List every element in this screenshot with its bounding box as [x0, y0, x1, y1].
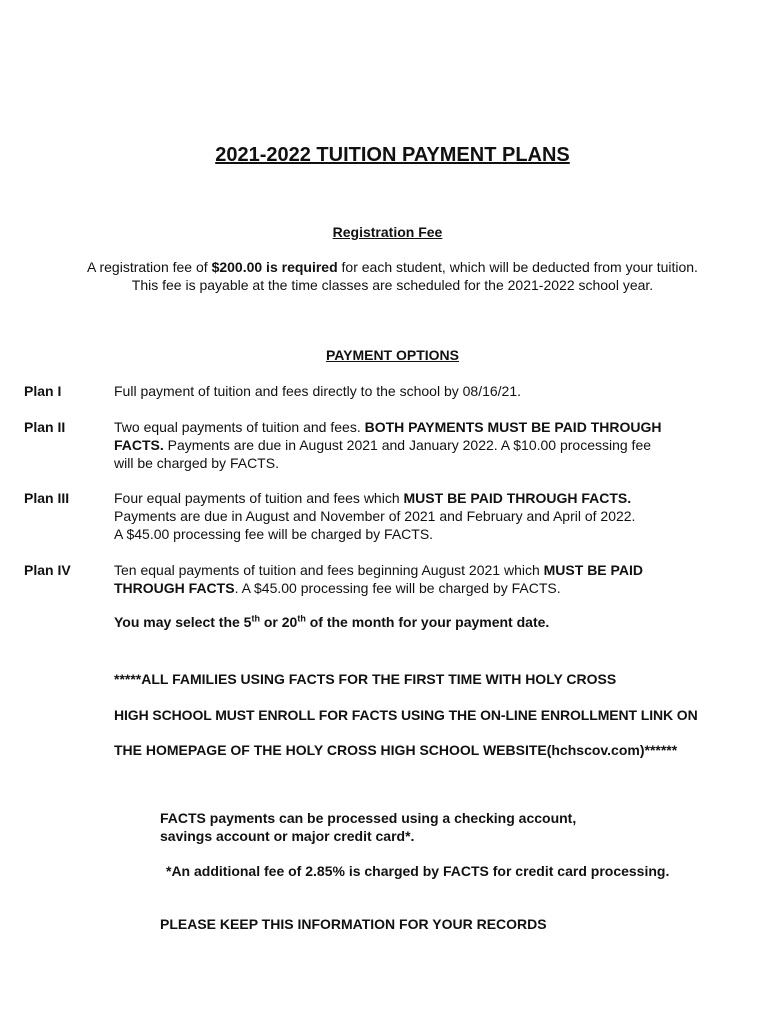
plan-2-line-1-bold: BOTH PAYMENTS MUST BE PAID THROUGH	[364, 419, 662, 435]
keep-records-note: PLEASE KEEP THIS INFORMATION FOR YOUR RECORDS	[160, 916, 547, 932]
registration-fee-line-1-post: for each student, which will be deducted from your tuition.	[337, 259, 698, 275]
registration-fee-line-2: This fee is payable at the time classes are scheduled for the 2021-2022 school year.	[131, 277, 654, 293]
plan-4-description	[114, 561, 643, 597]
credit-card-fee-note: *An additional fee of 2.85% is charged by FACTS for credit card processing.	[166, 863, 670, 879]
plan-3-label: Plan III	[24, 490, 70, 506]
payment-date-sup-2: th	[297, 613, 306, 624]
payment-date-sup-1: th	[251, 613, 260, 624]
plan-2-description	[114, 418, 661, 472]
payment-date-post: of the month for your payment date.	[305, 614, 550, 630]
facts-payments-line-1: FACTS payments can be processed using a checking account,	[160, 810, 577, 826]
plan-3-line-1-bold: MUST BE PAID THROUGH FACTS.	[403, 490, 632, 506]
enroll-notice-line-3: THE HOMEPAGE OF THE HOLY CROSS HIGH SCHOOL WEBSITE(hchscov.com)******	[114, 742, 678, 758]
facts-payments-line-2: savings account or major credit card*.	[160, 828, 415, 844]
plan-3-line-2: Payments are due in August and November of 2021 and February and April of 2022.	[114, 508, 636, 524]
payment-options-heading: PAYMENT OPTIONS	[325, 347, 460, 363]
plan-4-line-2-bold: THROUGH FACTS	[114, 580, 235, 596]
plan-4-label: Plan IV	[24, 562, 71, 578]
enroll-notice-line-2: HIGH SCHOOL MUST ENROLL FOR FACTS USING THE ON-LINE ENROLLMENT LINK ON	[114, 707, 698, 723]
plan-2-line-1-pre: Two equal payments of tuition and fees.	[114, 419, 365, 435]
plan-2-line-3: will be charged by FACTS.	[114, 455, 279, 471]
plan-4-line-2-post: . A $45.00 processing fee will be charged by FACTS.	[234, 580, 561, 596]
plan-4-line-1-pre: Ten equal payments of tuition and fees beginning August 2021 which	[114, 562, 544, 578]
document-title: 2021-2022 TUITION PAYMENT PLANS	[215, 144, 570, 166]
plan-1-description: Full payment of tuition and fees directly to the school by 08/16/21.	[114, 383, 522, 399]
plan-2-line-2	[114, 436, 661, 454]
payment-date-mid: or 20	[259, 614, 298, 630]
plan-3-line-1-pre: Four equal payments of tuition and fees which	[114, 490, 404, 506]
plan-4-line-1	[114, 561, 643, 579]
payment-date-note	[114, 614, 549, 630]
plan-2-line-1	[114, 418, 661, 436]
enroll-notice-line-1: *****ALL FAMILIES USING FACTS FOR THE FIRST TIME WITH HOLY CROSS	[114, 671, 617, 687]
plan-3-line-3: A $45.00 processing fee will be charged by FACTS.	[114, 526, 434, 542]
payment-date-pre: You may select the 5	[114, 614, 252, 630]
plan-1-label: Plan I	[24, 383, 62, 399]
plan-4-line-2	[114, 579, 643, 597]
plan-2-label: Plan II	[24, 419, 66, 435]
registration-fee-heading: Registration Fee	[332, 224, 443, 240]
plan-4-line-1-bold: MUST BE PAID	[543, 562, 643, 578]
plan-3-description	[114, 489, 635, 543]
registration-fee-amount: $200.00 is required	[211, 259, 338, 275]
plan-2-line-2-bold: FACTS.	[114, 437, 164, 453]
registration-fee-line-1	[0, 258, 770, 276]
registration-fee-line-1-pre: A registration fee of	[87, 259, 212, 275]
plan-2-line-2-post: Payments are due in August 2021 and January 2022. A $10.00 processing fee	[163, 437, 652, 453]
plan-3-line-1	[114, 489, 635, 507]
